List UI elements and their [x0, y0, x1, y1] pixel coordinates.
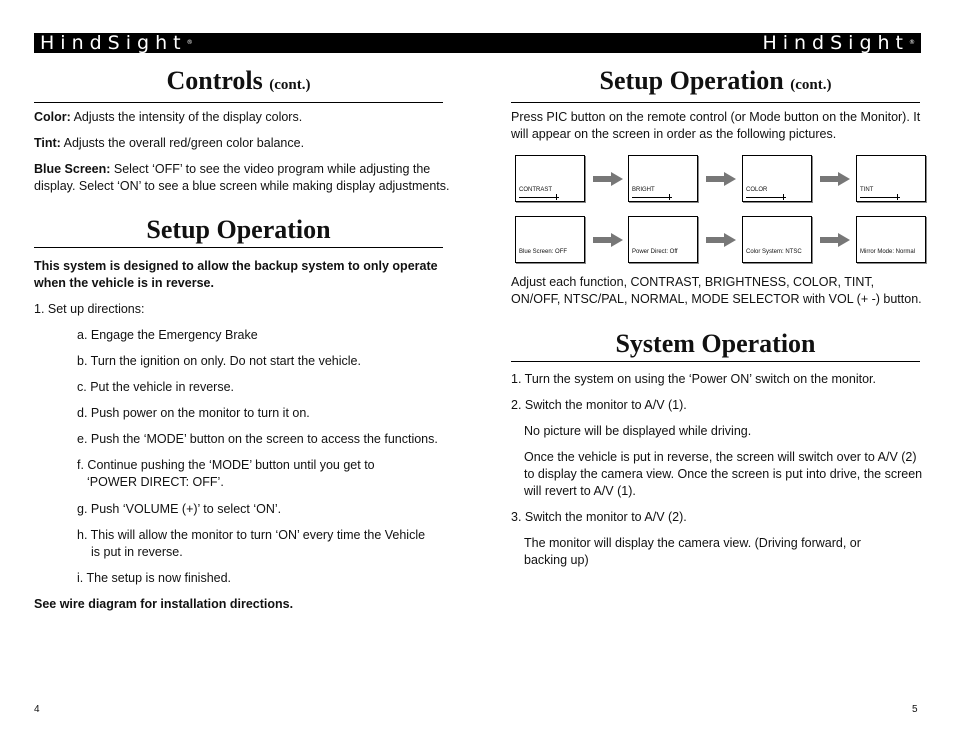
- slider-bar: [746, 197, 786, 198]
- heading-setup-cont-text: Setup Operation: [599, 66, 784, 95]
- screen-label: BRIGHT: [632, 187, 655, 193]
- screen-bright: [628, 155, 698, 202]
- blue-screen-label: Blue Screen:: [34, 162, 111, 176]
- screen-color-system: [742, 216, 812, 263]
- screen-power-direct: [628, 216, 698, 263]
- system-step-2a: No picture will be displayed while driving.: [524, 424, 752, 438]
- adjust-paragraph: Adjust each function, CONTRAST, BRIGHTNESS, COLOR, TINT, ON/OFF, NTSC/PAL, NORMAL, MODE SELECTOR with VOL (+ -) button.: [511, 275, 922, 306]
- setup-step-d: d. Push power on the monitor to turn it on.: [77, 406, 310, 420]
- heading-system-text: System Operation: [615, 329, 816, 358]
- heading-controls-cont: (cont.): [269, 77, 311, 93]
- setup-step-a: a. Engage the Emergency Brake: [77, 328, 258, 342]
- brand-logo: HindSight: [40, 32, 187, 54]
- brand-bar-left: [34, 33, 477, 53]
- heading-setup-cont-label: (cont.): [790, 77, 832, 93]
- slider-bar: [860, 197, 900, 198]
- right-page: [477, 0, 954, 738]
- color-paragraph: [34, 109, 454, 126]
- slider-tick: [556, 194, 557, 200]
- setup-intro-right: Press PIC button on the remote control (or Mode button on the Monitor). It will appear on the screen in order as the following pictures.: [511, 110, 921, 141]
- blue-screen-paragraph: [34, 161, 454, 195]
- tint-label: Tint:: [34, 136, 61, 150]
- arrow-right-icon: [593, 172, 623, 186]
- brand-bar-right: [477, 33, 921, 53]
- setup-step-1: 1. Set up directions:: [34, 302, 145, 316]
- arrow-right-icon: [706, 172, 736, 186]
- slider-bar: [632, 197, 672, 198]
- slider-tick: [897, 194, 898, 200]
- slider-tick: [669, 194, 670, 200]
- arrow-right-icon: [593, 233, 623, 247]
- setup-step-h: h. This will allow the monitor to turn ‘ON’ every time the Vehicle: [77, 528, 426, 542]
- setup-step-e: e. Push the ‘MODE’ button on the screen to access the functions.: [77, 432, 438, 446]
- heading-controls: [34, 66, 443, 103]
- color-text: Adjusts the intensity of the display colors.: [70, 110, 303, 124]
- system-step-2: 2. Switch the monitor to A/V (1).: [511, 398, 687, 412]
- system-step-3: 3. Switch the monitor to A/V (2).: [511, 510, 687, 524]
- heading-setup-text: Setup Operation: [146, 215, 331, 244]
- brand-logo: HindSight: [762, 32, 909, 54]
- system-step-1: 1. Turn the system on using the ‘Power ON’ switch on the monitor.: [511, 372, 876, 386]
- page-number-right: 5: [912, 704, 918, 715]
- setup-step-h-cont: is put in reverse.: [91, 545, 183, 559]
- screen-label: TINT: [860, 187, 874, 193]
- tint-text: Adjusts the overall red/green color balance.: [60, 136, 305, 150]
- arrow-right-icon: [820, 172, 850, 186]
- screen-label: Mirror Mode: Normal: [860, 249, 916, 255]
- setup-step-b: b. Turn the ignition on only. Do not start the vehicle.: [77, 354, 361, 368]
- blue-screen-text: Select ‘OFF’ to see the video program while adjusting the display. Select ‘ON’ to see a blue screen while making display adjustments.: [34, 162, 450, 193]
- screen-mirror-mode: [856, 216, 926, 263]
- heading-controls-text: Controls: [166, 66, 263, 95]
- screen-tint: [856, 155, 926, 202]
- screen-label: CONTRAST: [519, 187, 552, 193]
- screen-color: [742, 155, 812, 202]
- system-step-3a: The monitor will display the camera view. (Driving forward, or backing up): [524, 536, 861, 567]
- tint-paragraph: [34, 135, 454, 152]
- page-number-left: 4: [34, 704, 40, 715]
- setup-intro: This system is designed to allow the backup system to only operate when the vehicle is in reverse.: [34, 259, 438, 290]
- screen-label: Color System: NTSC: [746, 249, 802, 255]
- heading-setup-operation-left: [34, 215, 443, 248]
- screen-contrast: [515, 155, 585, 202]
- setup-step-g: g. Push ‘VOLUME (+)’ to select ‘ON’.: [77, 502, 282, 516]
- screen-blue-screen: [515, 216, 585, 263]
- system-step-2b: Once the vehicle is put in reverse, the screen will switch over to A/V (2) to display the camera view. Once the screen is put into drive, the screen will revert to A/V (1).: [524, 450, 923, 498]
- heading-system-operation: [511, 329, 920, 362]
- arrow-right-icon: [820, 233, 850, 247]
- screen-label: Blue Screen: OFF: [519, 249, 568, 255]
- screen-label: Power Direct: Off: [632, 249, 678, 255]
- color-label: Color:: [34, 110, 71, 124]
- screen-label: COLOR: [746, 187, 768, 193]
- arrow-right-icon: [706, 233, 736, 247]
- heading-setup-operation-cont: [511, 66, 920, 103]
- wire-diagram-note: See wire diagram for installation directions.: [34, 597, 294, 611]
- setup-step-f-cont: ‘POWER DIRECT: OFF’.: [87, 475, 224, 489]
- setup-step-f: f. Continue pushing the ‘MODE’ button until you get to: [77, 458, 375, 472]
- setup-step-i: i. The setup is now finished.: [77, 571, 232, 585]
- trademark-mark: ®: [909, 39, 915, 46]
- trademark-mark: ®: [186, 39, 193, 46]
- slider-tick: [783, 194, 784, 200]
- setup-step-c: c. Put the vehicle in reverse.: [77, 380, 235, 394]
- slider-bar: [519, 197, 559, 198]
